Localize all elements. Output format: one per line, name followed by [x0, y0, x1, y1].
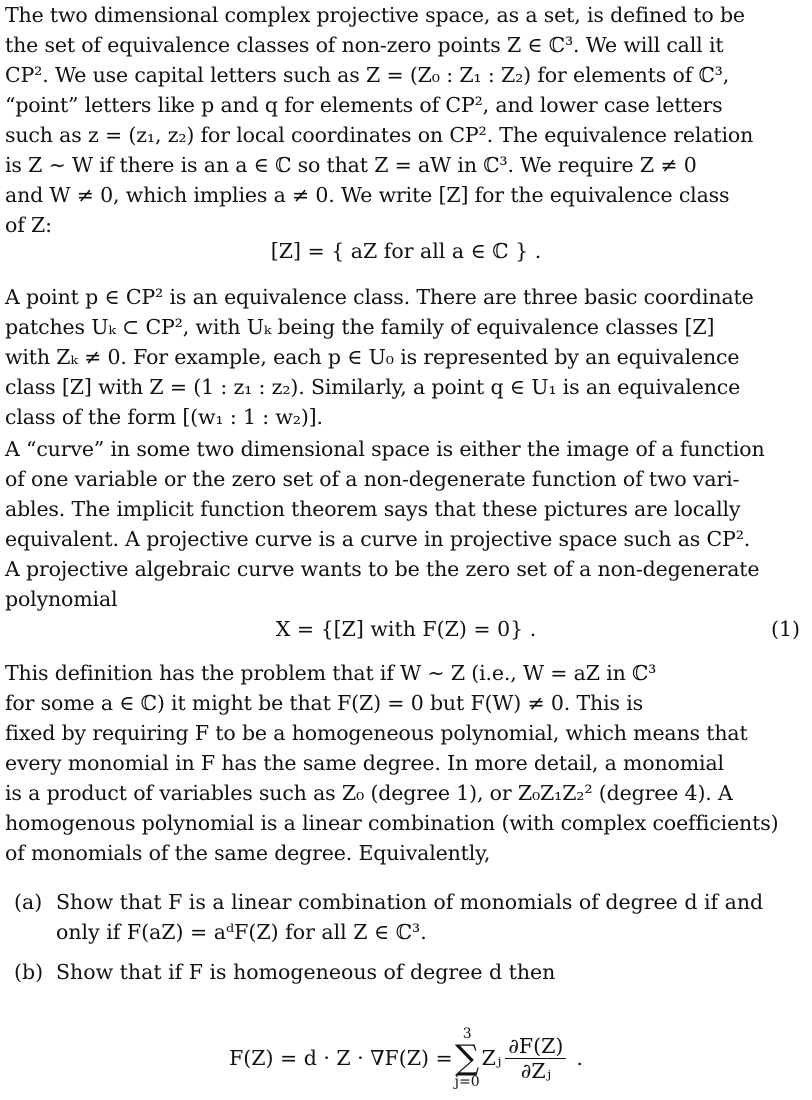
paragraph4-line: This definition has the problem that if W ∼ Z (i.e., W = aZ in ℂ³ [5, 661, 657, 685]
paragraph3-line: equivalent. A projective curve is a curve in projective space such as CP². [5, 527, 751, 551]
fraction-numerator: ∂F(Z) [505, 1034, 566, 1059]
paragraph4-line: is a product of variables such as Z₀ (degree 1), or Z₀Z₁Z₂² (degree 4). A [5, 781, 733, 805]
paragraph2-line: class [Z] with Z = (1 : z₁ : z₂). Similarly, a point q ∈ U₁ is an equivalence [5, 375, 741, 399]
paragraph3-line: of one variable or the zero set of a non-degenerate function of two vari- [5, 467, 740, 491]
exercise-b-line: Show that if F is homogeneous of degree d then [56, 960, 556, 984]
equation-1-number: (1) [770, 617, 800, 641]
paragraph3-line: A “curve” in some two dimensional space is either the image of a function [5, 437, 765, 461]
paragraph3-line: polynomial [5, 587, 118, 611]
exercise-a-line: only if F(aZ) = aᵈF(Z) for all Z ∈ ℂ³. [56, 920, 427, 944]
euler-left: F(Z) = d · Z · ∇F(Z) = [229, 1046, 453, 1070]
sum-lower-limit: j=0 [454, 1074, 480, 1090]
paragraph2-line: with Zₖ ≠ 0. For example, each p ∈ U₀ is represented by an equivalence [5, 345, 740, 369]
paragraph3-line: A projective algebraic curve wants to be the zero set of a non-degenerate [5, 557, 760, 581]
paragraph4-line: for some a ∈ ℂ) it might be that F(Z) = 0 but F(W) ≠ 0. This is [5, 691, 644, 715]
euler-trailing-period: . [576, 1046, 583, 1070]
equation-euler [0, 1018, 812, 1098]
paragraph4-line: homogenous polynomial is a linear combination (with complex coefficients) [5, 811, 779, 835]
paragraph4-line: of monomials of the same degree. Equivalently, [5, 841, 491, 865]
sum-symbol [455, 1027, 480, 1089]
paragraph2-line: class of the form [(w₁ : 1 : w₂)]. [5, 405, 323, 429]
exercise-a-line: Show that F is a linear combination of monomials of degree d if and [56, 890, 764, 914]
paragraph1-line: and W ≠ 0, which implies a ≠ 0. We write [Z] for the equivalence class [5, 183, 730, 207]
sum-upper-limit: 3 [462, 1026, 472, 1042]
fraction-denominator: ∂Zⱼ [520, 1058, 551, 1083]
paragraph1-line: The two dimensional complex projective space, as a set, is defined to be [5, 3, 745, 27]
paragraph1-line: CP². We use capital letters such as Z = (Z₀ : Z₁ : Z₂) for elements of ℂ³, [5, 63, 730, 87]
equation-1: X = {[Z] with F(Z) = 0} . [275, 617, 537, 641]
paragraph1-line: the set of equivalence classes of non-zero points Z ∈ ℂ³. We will call it [5, 33, 724, 57]
partial-derivative-fraction [505, 1034, 566, 1083]
exercise-b-label: (b) [14, 960, 44, 984]
paragraph2-line: A point p ∈ CP² is an equivalence class. There are three basic coordinate [5, 285, 754, 309]
equation-equivalence-class: [Z] = { aZ for all a ∈ ℂ } . [270, 239, 542, 263]
exercise-a-label: (a) [14, 890, 43, 914]
paragraph1-line: “point” letters like p and q for elements of CP², and lower case letters [5, 93, 723, 117]
euler-term: Zⱼ [481, 1046, 502, 1070]
paragraph4-line: every monomial in F has the same degree. In more detail, a monomial [5, 751, 724, 775]
paragraph3-line: ables. The implicit function theorem says that these pictures are locally [5, 497, 741, 521]
paragraph4-line: fixed by requiring F to be a homogeneous polynomial, which means that [5, 721, 748, 745]
paragraph1-line: such as z = (z₁, z₂) for local coordinates on CP². The equivalence relation [5, 123, 754, 147]
sigma-icon: ∑ [455, 1038, 480, 1078]
paragraph2-line: patches Uₖ ⊂ CP², with Uₖ being the family of equivalence classes [Z] [5, 315, 715, 339]
paragraph1-line: is Z ∼ W if there is an a ∈ ℂ so that Z = aW in ℂ³. We require Z ≠ 0 [5, 153, 697, 177]
paragraph1-line: of Z: [5, 213, 52, 237]
